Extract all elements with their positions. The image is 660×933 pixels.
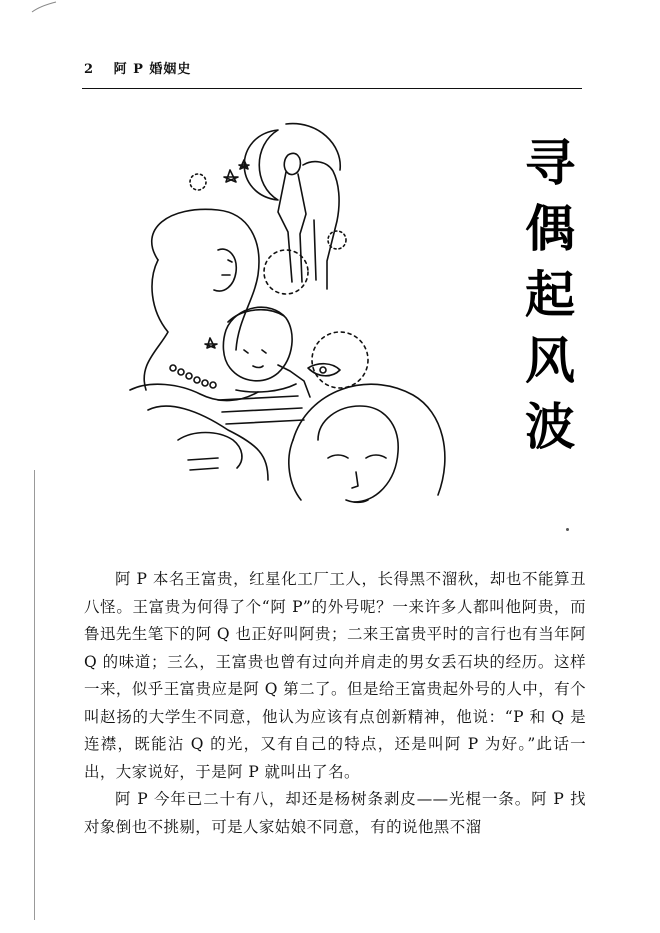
book-title: 阿 P 婚姻史 xyxy=(113,62,192,77)
title-char: 风 xyxy=(525,332,575,390)
speck xyxy=(566,528,569,531)
body-text xyxy=(84,566,586,841)
chapter-title xyxy=(510,130,590,460)
title-char: 寻 xyxy=(525,134,575,192)
title-char: 起 xyxy=(525,266,575,324)
binding-edge-line xyxy=(34,470,35,920)
line-drawing-of-couples-icon xyxy=(118,110,478,510)
header-rule xyxy=(82,88,582,89)
running-header xyxy=(84,58,191,77)
page-number: 2 xyxy=(84,62,95,77)
title-char: 偶 xyxy=(525,200,575,258)
title-char: 波 xyxy=(525,398,575,456)
paragraph: 阿 P 本名王富贵，红星化工厂工人，长得黑不溜秋，却也不能算丑八怪。王富贵为何得了个“阿 P”的外号呢？一来许多人都叫他阿贵，而鲁迅先生笔下的阿 Q 也正好叫阿贵；二来王富贵平时的言行也有当年阿 Q 的味道；三么，王富贵也曾有过向并肩走的男女丢石块的经历。这样一来，似乎王富贵应是阿 Q 第二了。但是给王富贵起外号的人中，有个叫赵扬的大学生不同意，他认为应该有点创新精神，他说：“P 和 Q 是连襟，既能沾 Q 的光，又有自己的特点，还是叫阿 P 为好。”此话一出，大家说好，于是阿 P 就叫出了名。 xyxy=(84,570,586,781)
paragraph: 阿 P 今年已二十有八，却还是杨树条剥皮——光棍一条。阿 P 找对象倒也不挑剔，可是人家姑娘不同意，有的说他黑不溜 xyxy=(84,790,586,836)
scan-mark-icon xyxy=(30,0,60,14)
